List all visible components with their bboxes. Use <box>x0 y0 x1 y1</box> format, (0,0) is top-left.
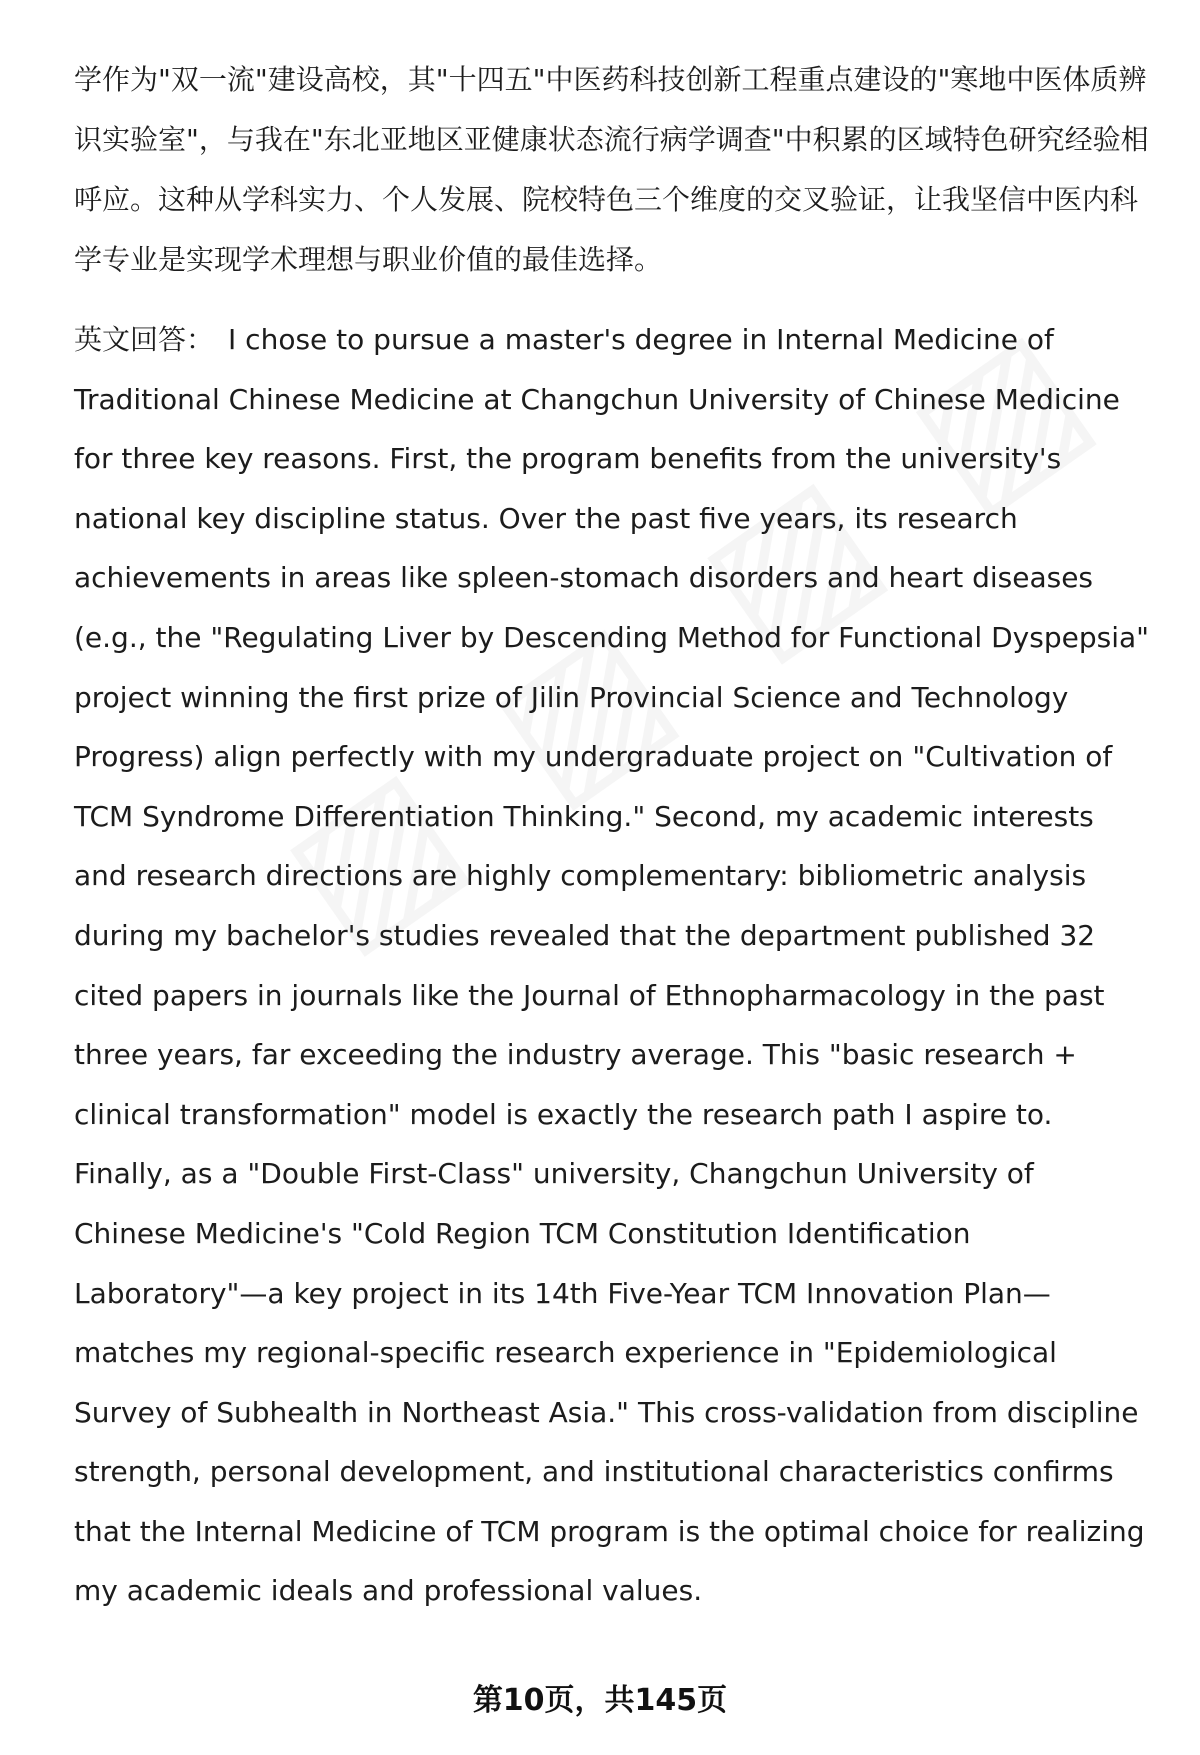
page-number-footer: 第10页，共145页 <box>472 1683 728 1718</box>
document-body <box>74 50 1154 1621</box>
english-answer-text: I chose to pursue a master's degree in Internal Medicine of Traditional Chinese Medicine at Changchun University of Chinese Medicine for three key reasons. First, the program benefits from the university's national key discipline status. Over the past five years, its research achievements in areas like spleen-stomach disorders and heart diseases (e.g., the "Regulating Liver by Descending Method for Functional Dyspepsia" project winning the first prize of Jilin Provincial Science and Technology Progress) align perfectly with my undergraduate project on "Cultivation of TCM Syndrome Differentiation Thinking." Second, my academic interests and research directions are highly complementary: bibliometric analysis during my bachelor's studies revealed that the department published 32 cited papers in journals like the Journal of Ethnopharmacology in the past three years, far exceeding the industry average. This "basic research + clinical transformation" model is exactly the research path I aspire to. Finally, as a "Double First-Class" university, Changchun University of Chinese Medicine's "Cold Region TCM Constitution Identification Laboratory"—a key project in its 14th Five-Year TCM Innovation Plan—matches my regional-specific research experience in "Epidemiological Survey of Subhealth in Northeast Asia." This cross-validation from discipline strength, personal development, and institutional characteristics confirms that the Internal Medicine of TCM program is the optimal choice for realizing my academic ideals and professional values. <box>74 323 1150 1608</box>
english-answer-label: 英文回答： <box>74 323 215 356</box>
chinese-paragraph: 学作为"双一流"建设高校，其"十四五"中医药科技创新工程重点建设的"寒地中医体质辨识实验室"，与我在"东北亚地区亚健康状态流行病学调查"中积累的区域特色研究经验相呼应。这种从学科实力、个人发展、院校特色三个维度的交叉验证，让我坚信中医内科学专业是实现学术理想与职业价值的最佳选择。 <box>74 63 1149 276</box>
english-answer-paragraph <box>74 310 1154 1621</box>
